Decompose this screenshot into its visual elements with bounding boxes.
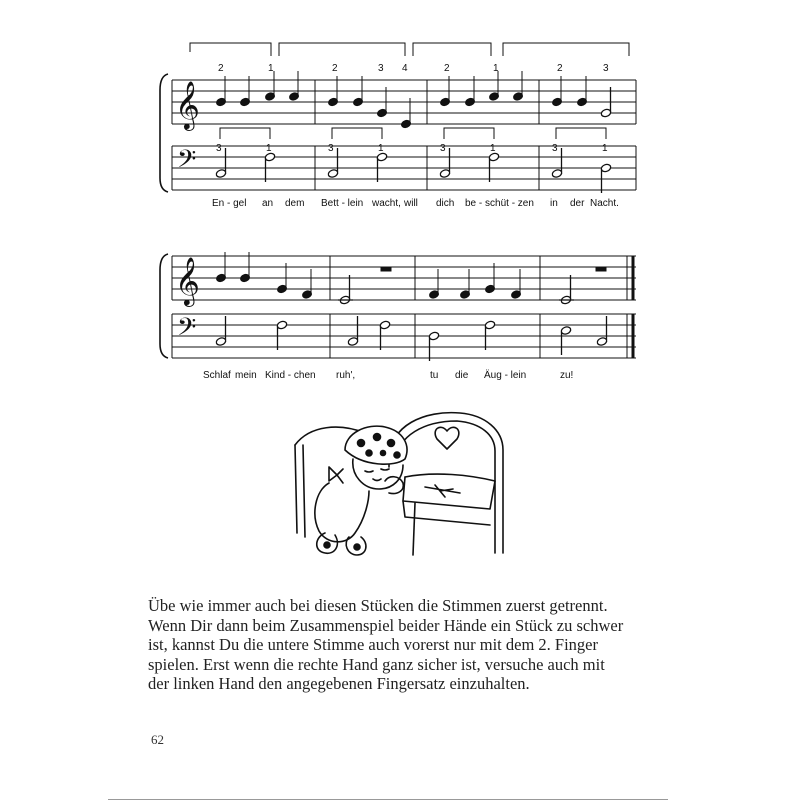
fingering-number: 3 [440,143,446,154]
lyric-syllable: Äug - lein [484,370,527,381]
lyric-syllable: ruh', [336,370,356,381]
lyric-syllable: zu! [560,370,574,381]
lyric-syllable: En - gel [212,198,247,209]
lyric-syllable: Schlaf [203,370,231,381]
fingering-number: 1 [490,143,496,154]
fingering-number: 1 [266,143,272,154]
fingering-number: 2 [218,63,224,74]
lyric-syllable: mein [235,370,257,381]
lyric-syllable: an [262,198,274,209]
fingering-number: 3 [603,63,609,74]
paragraph-line: spielen. Erst wenn die rechte Hand ganz sicher ist, versuche auch mit [148,654,605,674]
treble-clef-icon: 𝄞 [175,256,200,305]
fingering-number: 1 [602,143,608,154]
fingering-number: 2 [332,63,338,74]
lyric-syllable: Nacht. [590,198,619,209]
fingering-number: 3 [328,143,334,154]
system-brace [160,74,168,192]
fingering-number: 3 [216,143,222,154]
lyric-syllable: dich [436,198,455,209]
lyric-syllable: be - schüt - zen [465,198,534,209]
paragraph-line: Wenn Dir dann beim Zusammenspiel beider Hände ein Stück zu schwer [148,615,624,635]
bass-clef-icon: 𝄢 [177,145,197,180]
lyric-syllable: die [455,370,469,381]
phrase-brackets [190,43,629,56]
sleeping-child-in-bed-icon [285,405,510,565]
page-number: 62 [151,732,164,747]
lyric-syllable: dem [285,198,305,209]
bass-staff [172,146,636,190]
lyric-syllable: Bett - lein [321,198,364,209]
fingering-number: 3 [378,63,384,74]
lyric-syllable: will [404,198,418,209]
bass-clef-icon: 𝄢 [177,313,197,348]
fingering-number: 1 [378,143,384,154]
bass-notes-system-1 [215,148,611,193]
lyric-syllable: Kind - chen [265,370,316,381]
paragraph-line: der linken Hand den angegebenen Fingersatz einzuhalten. [148,674,530,693]
fingering-number: 1 [268,63,274,74]
lyric-syllable: in [550,198,558,209]
lyric-syllable: tu [430,370,439,381]
system-brace [160,254,168,358]
fingering-number: 2 [557,63,563,74]
treble-clef-icon: 𝄞 [175,80,200,129]
fingering-number: 4 [402,63,408,74]
bass-phrase-brackets [220,128,606,139]
music-system-2 [0,240,800,370]
fingering-number: 1 [493,63,499,74]
lyric-syllable: wacht, [372,198,401,209]
instruction-paragraph [148,596,628,694]
paragraph-line: Übe wie immer auch bei diesen Stücken die Stimmen zuerst getrennt. [148,596,608,615]
paragraph-line: ist, kannst Du die untere Stimme auch vorerst nur mit dem 2. Finger [148,635,599,654]
fingering-number: 3 [552,143,558,154]
fingering-number: 2 [444,63,450,74]
lyric-syllable: der [570,198,585,209]
